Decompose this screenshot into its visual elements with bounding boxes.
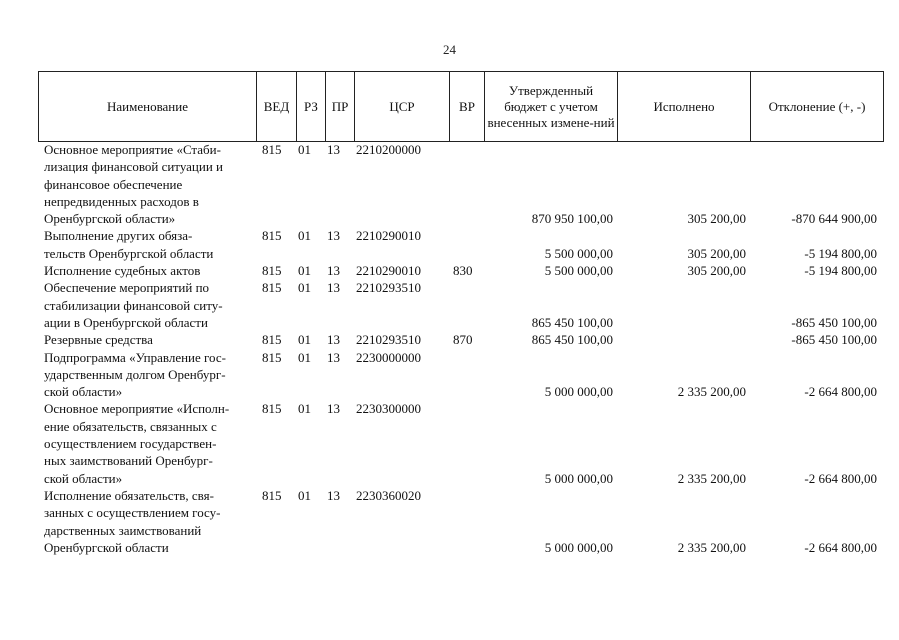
row-name: Исполнение обязательств, свя- занных с осуществлением госу- дарственных заимствований Оренбургской области [44, 487, 221, 555]
table-row [38, 349, 883, 401]
row-name: Подпрограмма «Управление гос- ударственным долгом Оренбург- ской области» [44, 349, 226, 400]
row-deviation: -5 194 800,00 [804, 245, 877, 261]
table-row [38, 279, 883, 331]
row-executed: 2 335 200,00 [677, 384, 746, 400]
header-name: Наименование [39, 72, 257, 142]
table-header [38, 71, 884, 142]
row-ved: 815 [262, 401, 282, 417]
row-vr: 870 [453, 332, 473, 348]
header-csr: ЦСР [355, 72, 450, 142]
row-csr: 2230360020 [356, 487, 421, 503]
row-ved: 815 [262, 280, 282, 296]
row-csr: 2210293510 [356, 332, 421, 348]
row-approved: 5 000 000,00 [544, 470, 613, 486]
page-number: 24 [443, 42, 456, 57]
row-executed: 305 200,00 [687, 263, 746, 279]
row-approved: 5 500 000,00 [544, 263, 613, 279]
row-deviation: -5 194 800,00 [804, 263, 877, 279]
row-deviation: -865 450 100,00 [791, 314, 877, 330]
table-row [38, 227, 883, 262]
row-rz: 01 [298, 228, 311, 244]
row-csr: 2210200000 [356, 142, 421, 157]
row-rz: 01 [298, 349, 311, 365]
row-ved: 815 [262, 263, 282, 279]
row-approved: 5 500 000,00 [544, 245, 613, 261]
row-executed: 305 200,00 [687, 211, 746, 227]
row-pr: 13 [327, 142, 340, 157]
row-vr: 830 [453, 263, 473, 279]
row-approved: 5 000 000,00 [544, 539, 613, 555]
header-executed: Исполнено [618, 72, 751, 142]
row-pr: 13 [327, 401, 340, 417]
row-pr: 13 [327, 349, 340, 365]
row-rz: 01 [298, 280, 311, 296]
row-approved: 865 450 100,00 [531, 332, 613, 348]
table-row [38, 141, 883, 227]
row-name: Резервные средства [44, 332, 153, 348]
row-rz: 01 [298, 332, 311, 348]
header-rz: РЗ [297, 72, 326, 142]
row-pr: 13 [327, 487, 340, 503]
row-deviation: -865 450 100,00 [791, 332, 877, 348]
row-pr: 13 [327, 228, 340, 244]
row-approved: 5 000 000,00 [544, 384, 613, 400]
row-name: Выполнение других обяза- тельств Оренбургской области [44, 228, 214, 261]
header-vr: ВР [450, 72, 485, 142]
row-rz: 01 [298, 487, 311, 503]
row-pr: 13 [327, 280, 340, 296]
row-name: Основное мероприятие «Стаби- лизация финансовой ситуации и финансовое обеспечение непредвиденных расходов в Оренбургской области» [44, 142, 223, 227]
row-deviation: -870 644 900,00 [791, 211, 877, 227]
header-approved: Утвержденный бюджет с учетом внесенных измене-ний [485, 72, 618, 142]
row-rz: 01 [298, 401, 311, 417]
header-ved: ВЕД [257, 72, 297, 142]
row-csr: 2230000000 [356, 349, 421, 365]
row-executed: 2 335 200,00 [677, 539, 746, 555]
row-csr: 2210290010 [356, 263, 421, 279]
row-pr: 13 [327, 263, 340, 279]
row-pr: 13 [327, 332, 340, 348]
header-deviation: Отклонение (+, -) [751, 72, 884, 142]
row-ved: 815 [262, 487, 282, 503]
row-ved: 815 [262, 228, 282, 244]
table-row [38, 262, 883, 279]
row-deviation: -2 664 800,00 [804, 470, 877, 486]
table-row [38, 487, 883, 556]
header-pr: ПР [326, 72, 355, 142]
row-approved: 865 450 100,00 [531, 314, 613, 330]
row-ved: 815 [262, 332, 282, 348]
row-name: Исполнение судебных актов [44, 263, 201, 279]
row-csr: 2210290010 [356, 228, 421, 244]
row-executed: 305 200,00 [687, 245, 746, 261]
row-ved: 815 [262, 349, 282, 365]
table-row [38, 400, 883, 486]
row-deviation: -2 664 800,00 [804, 539, 877, 555]
row-ved: 815 [262, 142, 282, 157]
table-body [38, 141, 883, 556]
row-csr: 2230300000 [356, 401, 421, 417]
row-rz: 01 [298, 142, 311, 157]
row-deviation: -2 664 800,00 [804, 384, 877, 400]
row-csr: 2210293510 [356, 280, 421, 296]
row-rz: 01 [298, 263, 311, 279]
table-row [38, 331, 883, 348]
row-name: Обеспечение мероприятий по стабилизации финансовой ситу- ации в Оренбургской области [44, 280, 223, 330]
row-executed: 2 335 200,00 [677, 470, 746, 486]
row-approved: 870 950 100,00 [531, 211, 613, 227]
row-name: Основное мероприятие «Исполн- ение обязательств, связанных с осуществлением государствен- ных заимствований Оренбург- ской области» [44, 401, 230, 486]
